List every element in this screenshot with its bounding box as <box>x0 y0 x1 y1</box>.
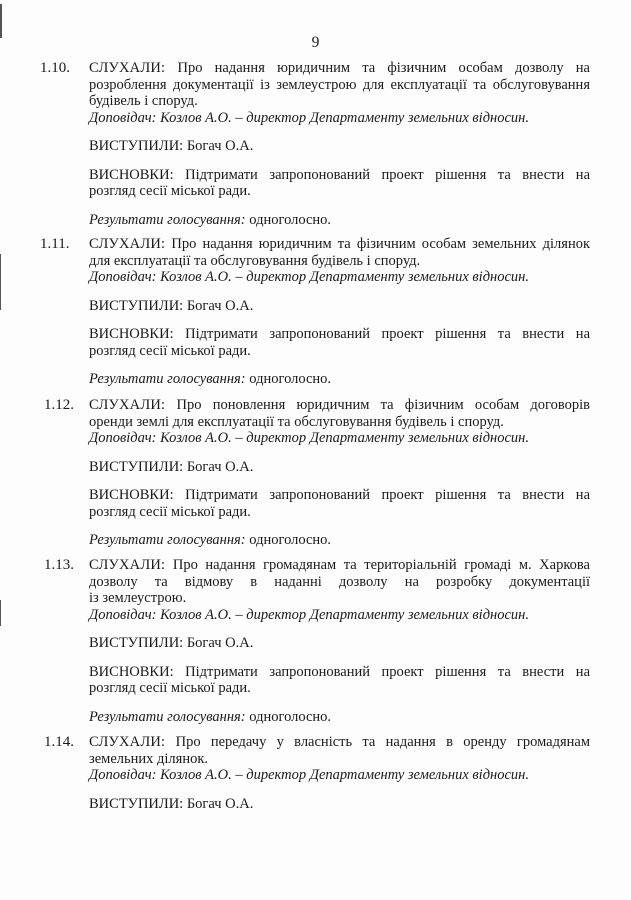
item-body <box>89 60 590 228</box>
vote-label: Результати голосування: <box>89 532 246 548</box>
heard-line <box>89 734 590 751</box>
vote-result: одноголосно. <box>249 708 332 725</box>
reporter-label: Доповідач: <box>89 269 157 285</box>
conclusions-text: Підтримати запропонований проект рішення та внести на <box>185 487 591 503</box>
reporter-line <box>89 767 590 784</box>
reporter-name: Козлов А.О. – директор Департаменту земельних відносин. <box>160 109 529 126</box>
conclusions <box>89 487 590 520</box>
spoke-line: ВИСТУПИЛИ: Богач О.А. <box>89 138 254 154</box>
conclusions-text: Підтримати запропонований проект рішення та внести на <box>185 326 591 342</box>
reporter-label: Доповідач: <box>89 767 157 783</box>
vote-label: Результати голосування: <box>89 211 246 228</box>
reporter-line <box>89 607 590 624</box>
reporter-line <box>89 269 590 286</box>
heard-label: СЛУХАЛИ: <box>89 557 166 573</box>
heard-line: будівель і споруд. <box>89 93 198 109</box>
heard-text: Про надання юридичним та фізичним особам земельних ділянок <box>171 236 591 252</box>
vote-result: одноголосно. <box>249 371 332 387</box>
conclusions-text: Підтримати запропонований проект рішення та внести на <box>185 663 591 680</box>
conclusions <box>89 326 590 359</box>
heard-text: Про надання юридичним та фізичним особам дозволу на <box>177 60 590 76</box>
conclusions-line <box>89 167 590 184</box>
heard-line <box>89 60 590 77</box>
vote-line <box>89 709 590 726</box>
spoke-line: ВИСТУПИЛИ: Богач О.А. <box>89 635 254 651</box>
heard-line <box>89 236 590 253</box>
item-body <box>89 734 590 812</box>
heard-line: дозволу та відмову в наданні дозволу на розробку документації <box>89 573 590 590</box>
reporter-name: Козлов А.О. – директор Департаменту земельних відносин. <box>160 767 529 783</box>
item-body <box>89 557 590 725</box>
item-body <box>89 236 590 388</box>
item-number: 1.14. <box>44 734 74 750</box>
item-number: 1.11. <box>40 236 70 252</box>
heard-label: СЛУХАЛИ: <box>89 397 166 413</box>
item-number: 1.12. <box>44 397 74 413</box>
item-number: 1.10. <box>40 60 70 76</box>
reporter-label: Доповідач: <box>89 109 157 126</box>
scan-edge-mark <box>0 254 1 310</box>
heard-line: оренди землі для експлуатації та обслуговування будівель і споруд. <box>89 413 504 430</box>
reporter-line <box>89 110 590 127</box>
vote-line <box>89 212 590 229</box>
heard-line: земельних ділянок. <box>89 750 209 767</box>
heard-line: із землеустрою. <box>89 590 187 606</box>
reporter-name: Козлов А.О. – директор Департаменту земельних відносин. <box>160 269 529 285</box>
heard-line: розроблення документації із землеустрою для експлуатації та обслуговування <box>89 76 590 93</box>
item-number: 1.13. <box>44 557 74 573</box>
reporter-name: Козлов А.О. – директор Департаменту земельних відносин. <box>160 606 529 623</box>
heard-text: Про передачу у власність та надання в оренду громадянам <box>175 734 590 750</box>
vote-label: Результати голосування: <box>89 371 246 387</box>
conclusions-line <box>89 326 590 343</box>
conclusions-label: ВИСНОВКИ: <box>89 487 174 503</box>
conclusions-line: розгляд сесії міської ради. <box>89 342 251 359</box>
conclusions-label: ВИСНОВКИ: <box>89 166 174 183</box>
vote-result: одноголосно. <box>249 211 332 228</box>
conclusions-line <box>89 487 590 504</box>
heard-text: Про поновлення юридичним та фізичним особам договорів <box>176 397 590 413</box>
reporter-line <box>89 430 590 447</box>
conclusions-line <box>89 664 590 681</box>
scan-edge-mark <box>0 4 2 38</box>
conclusions <box>89 167 590 200</box>
heard-text: Про надання громадянам та територіальній громаді м. Харкова <box>172 557 590 573</box>
conclusions-text: Підтримати запропонований проект рішення та внести на <box>185 166 591 183</box>
page-number: 9 <box>311 34 320 51</box>
heard-line <box>89 397 590 414</box>
vote-label: Результати голосування: <box>89 708 246 725</box>
heard-label: СЛУХАЛИ: <box>89 236 166 252</box>
scan-edge-mark <box>0 600 1 626</box>
conclusions-label: ВИСНОВКИ: <box>89 326 174 342</box>
reporter-name: Козлов А.О. – директор Департаменту земельних відносин. <box>160 430 529 446</box>
spoke-line: ВИСТУПИЛИ: Богач О.А. <box>89 297 254 314</box>
spoke-line: ВИСТУПИЛИ: Богач О.А. <box>89 458 254 475</box>
conclusions-line: розгляд сесії міської ради. <box>89 503 251 520</box>
conclusions-line: розгляд сесії міської ради. <box>89 680 251 696</box>
item-body <box>89 397 590 549</box>
heard-label: СЛУХАЛИ: <box>89 60 166 76</box>
heard-label: СЛУХАЛИ: <box>89 734 166 750</box>
conclusions-line: розгляд сесії міської ради. <box>89 183 251 199</box>
conclusions-label: ВИСНОВКИ: <box>89 663 174 680</box>
heard-line: для експлуатації та обслуговування будівель і споруд. <box>89 252 421 269</box>
vote-result: одноголосно. <box>249 532 332 548</box>
heard-line <box>89 557 590 574</box>
conclusions <box>89 664 590 697</box>
reporter-label: Доповідач: <box>89 430 157 446</box>
vote-line <box>89 532 590 549</box>
vote-line <box>89 371 590 388</box>
spoke-line: ВИСТУПИЛИ: Богач О.А. <box>89 795 254 812</box>
reporter-label: Доповідач: <box>89 606 157 623</box>
